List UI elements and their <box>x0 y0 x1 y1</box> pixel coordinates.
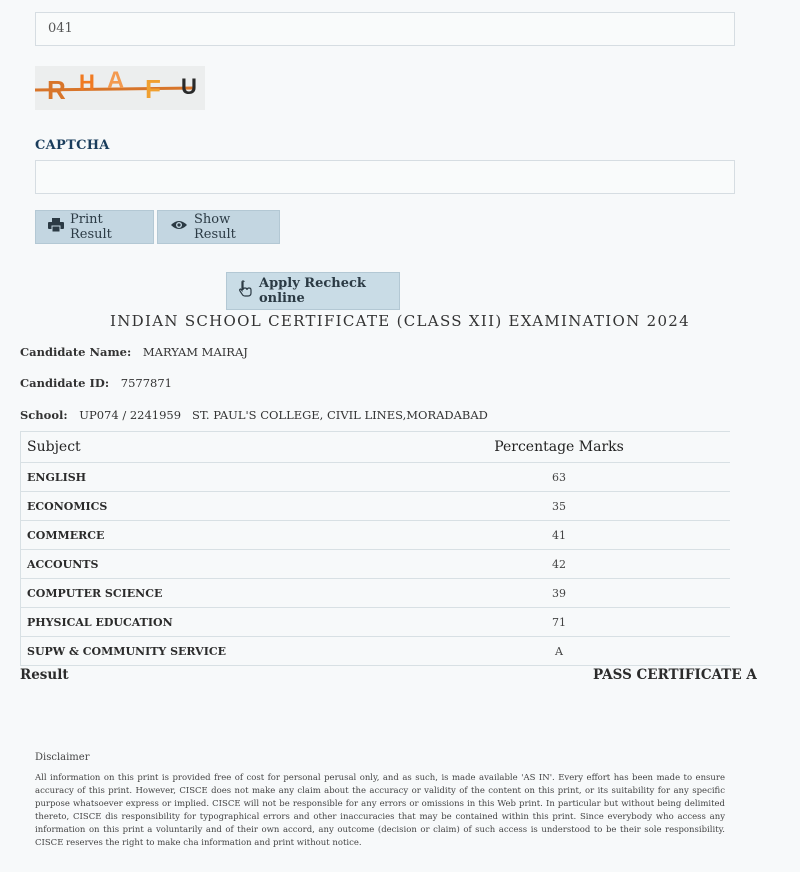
svg-text:U: U <box>181 74 197 99</box>
table-row <box>21 637 731 666</box>
table-row <box>21 463 731 492</box>
hand-pointer-icon <box>239 281 253 301</box>
marks-cell: 39 <box>388 579 730 608</box>
school-value: UP074 / 2241959 ST. PAUL'S COLLEGE, CIVIL LINES,MORADABAD <box>79 408 488 422</box>
subject-cell: ACCOUNTS <box>21 550 389 579</box>
marks-cell: 35 <box>388 492 730 521</box>
show-result-label: Show Result <box>194 212 236 242</box>
table-header-row <box>21 432 731 463</box>
table-row <box>21 521 731 550</box>
candidate-id-row <box>20 376 172 390</box>
subject-cell: PHYSICAL EDUCATION <box>21 608 389 637</box>
marks-cell: 42 <box>388 550 730 579</box>
school-label: School: <box>20 408 68 422</box>
svg-text:A: A <box>107 67 125 94</box>
disclaimer-title: Disclaimer <box>35 752 90 763</box>
print-result-label: Print Result <box>70 212 112 242</box>
table-row <box>21 608 731 637</box>
captcha-label: CAPTCHA <box>35 138 110 153</box>
result-label: Result <box>20 667 69 683</box>
printer-icon <box>48 218 64 236</box>
candidate-name-row <box>20 345 248 359</box>
marks-header: Percentage Marks <box>388 432 730 463</box>
candidate-name-value: MARYAM MAIRAJ <box>142 345 248 359</box>
school-row <box>20 408 488 422</box>
marks-cell: 63 <box>388 463 730 492</box>
subject-cell: ECONOMICS <box>21 492 389 521</box>
apply-recheck-label: Apply Recheck online <box>259 276 366 306</box>
code-input-field[interactable]: 041 <box>35 12 735 46</box>
table-row <box>21 550 731 579</box>
marks-cell: A <box>388 637 730 666</box>
subject-header: Subject <box>21 432 389 463</box>
candidate-name-label: Candidate Name: <box>20 345 132 359</box>
subject-cell: COMMERCE <box>21 521 389 550</box>
svg-text:R: R <box>47 75 66 105</box>
svg-text:H: H <box>79 70 95 95</box>
apply-recheck-button[interactable] <box>226 272 400 310</box>
disclaimer-text: All information on this print is provided free of cost for personal perusal only, and as such, is made available 'AS IN'. Every effort has been made to ensure accuracy of this print. However, CISCE does not make any claim about the accuracy or validity of the content on this print, or its suitability for any specific purpose whatsoever express or implied. CISCE will not be responsible for any errors or omissions in this Web print. In particular but without being delimited thereto, CISCE dis responsibility for typographical errors and other inaccuracies that may be contained within this print. Since everybody who access any information on this print a voluntarily and of their own accord, any outcome (decision or claim) of such access is understood to be their sole responsibility. CISCE reserves the right to make cha information and print without notice. <box>35 773 725 848</box>
captcha-input[interactable] <box>35 160 735 194</box>
candidate-id-value: 7577871 <box>120 376 172 390</box>
print-result-button[interactable] <box>35 210 154 244</box>
subject-cell: SUPW & COMMUNITY SERVICE <box>21 637 389 666</box>
captcha-image <box>35 66 205 110</box>
subject-cell: ENGLISH <box>21 463 389 492</box>
candidate-id-label: Candidate ID: <box>20 376 110 390</box>
marks-cell: 71 <box>388 608 730 637</box>
results-table <box>20 431 730 666</box>
marks-cell: 41 <box>388 521 730 550</box>
svg-text:F: F <box>145 74 161 104</box>
show-result-button[interactable] <box>157 210 280 244</box>
table-row <box>21 492 731 521</box>
result-value: PASS CERTIFICATE A <box>593 667 757 683</box>
table-row <box>21 579 731 608</box>
eye-icon <box>170 219 188 235</box>
exam-title: INDIAN SCHOOL CERTIFICATE (CLASS XII) EXAMINATION 2024 <box>110 312 690 330</box>
subject-cell: COMPUTER SCIENCE <box>21 579 389 608</box>
